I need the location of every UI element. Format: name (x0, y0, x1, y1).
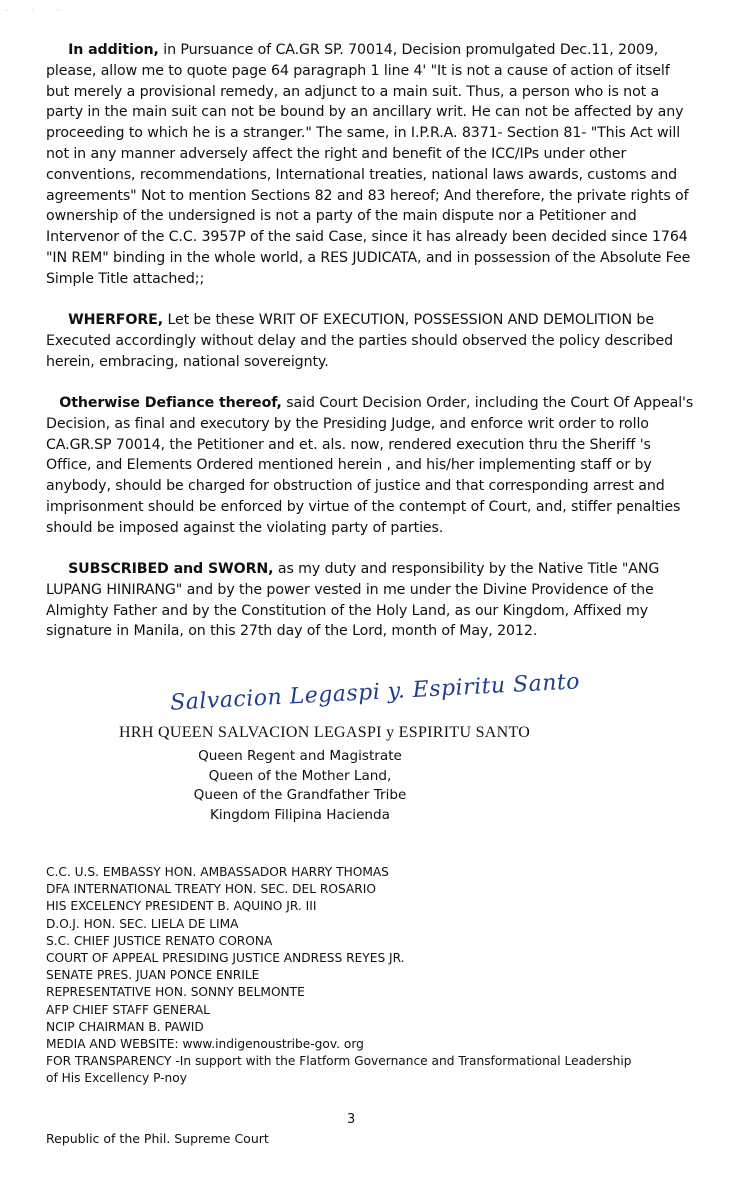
cc-list-item: of His Excellency P-noy (46, 1071, 187, 1086)
cc-list-item: S.C. CHIEF JUSTICE RENATO CORONA (46, 933, 273, 948)
signatory-titles (150, 747, 450, 825)
cc-list-item: FOR TRANSPARENCY -In support with the Flatform Governance and Transformational Leadership (46, 1054, 632, 1069)
paragraph-body: in Pursuance of CA.GR SP. 70014, Decision promulgated Dec.11, 2009, please, allow me to quote page 64 paragraph 1 line 4' "It is not a cause of action of itself but merely a provisional remedy, an adjunct to a main suit. Thus, a person who is not a party in the main suit can not be bound by an ancillary writ. He can not be affected by any proceeding to which he is a stranger." The same, in I.P.R.A. 8371- Section 81- "This Act will not in any manner adversely affect the right and benefit of the ICC/IPs under other conventions, recommendations, International treaties, national laws awards, customs and agreements" Not to mention Sections 82 and 83 hereof; And therefore, the private rights of ownership of the undersigned is not a party of the main dispute nor a Petitioner and Intervenor of the C.C. 3957P of the said Case, since it has already been decided since 1764 "IN REM" binding in the whole world, a RES JUDICATA, and in possession of the Absolute Fee Simple Title attached;; (46, 42, 691, 287)
signatory-name: HRH QUEEN SALVACION LEGASPI y ESPIRITU SANTO (119, 724, 531, 741)
paragraph-body: as my duty and responsibility by the Native Title "ANG LUPANG HINIRANG" and by the power vested in me under the Divine Providence of the Almighty Father and by the Constitution of the Holy Land, as our Kingdom, Affixed my signature in Manila, on this 27th day of the Lord, month of May, 2012. (46, 561, 660, 640)
cc-list-item: HIS EXCELENCY PRESIDENT B. AQUINO JR. III (46, 899, 317, 914)
paragraph-lead: WHERFORE, (68, 312, 164, 328)
cc-list-item: NCIP CHAIRMAN B. PAWID (46, 1019, 204, 1034)
page-number: 3 (347, 1112, 356, 1127)
paragraph-body: said Court Decision Order, including the Court Of Appeal's Decision, as final and executory by the Presiding Judge, and enforce writ order to rollo CA.GR.SP 70014, the Petitioner and et. als. now, rendered execution thru the Sheriff 's Office, and Elements Ordered mentioned herein , and his/her implementing staff or by anybody, should be charged for obstruction of justice and that corresponding arrest and imprisonment should be enforced by virtue of the contempt of Court, and, stiffer penalties should be imposed against the violating party of parties. (46, 395, 694, 536)
signatory-title-line: Queen of the Mother Land, (208, 767, 392, 784)
paragraph-in-addition (46, 40, 696, 290)
paragraph-lead: In addition, (68, 42, 159, 58)
signatory-title-line: Queen Regent and Magistrate (198, 748, 402, 764)
handwritten-signature: Salvacion Legaspi y. Espiritu Santo (169, 669, 581, 716)
paragraph-lead: SUBSCRIBED and SWORN, (68, 561, 274, 577)
paragraph-lead: Otherwise Defiance thereof, (59, 395, 282, 411)
scan-specks: · · · (5, 6, 70, 16)
page-footer: Republic of the Phil. Supreme Court (46, 1131, 269, 1146)
cc-list-item: SENATE PRES. JUAN PONCE ENRILE (46, 968, 260, 983)
cc-list-item: REPRESENTATIVE HON. SONNY BELMONTE (46, 985, 305, 1000)
cc-distribution-list (46, 864, 706, 1088)
cc-list-item: COURT OF APPEAL PRESIDING JUSTICE ANDRESS REYES JR. (46, 951, 405, 966)
signatory-title-line: Kingdom Filipina Hacienda (209, 806, 391, 823)
cc-list-item: DFA INTERNATIONAL TREATY HON. SEC. DEL ROSARIO (46, 882, 376, 897)
cc-list-item: D.O.J. HON. SEC. LIELA DE LIMA (46, 916, 239, 931)
paragraph-otherwise (46, 393, 696, 539)
paragraph-subscribed (46, 559, 696, 642)
cc-list-item: MEDIA AND WEBSITE: www.indigenoustribe-gov. org (46, 1037, 364, 1052)
cc-list-item: AFP CHIEF STAFF GENERAL (46, 1002, 210, 1017)
cc-list-item: C.C. U.S. EMBASSY HON. AMBASSADOR HARRY THOMAS (46, 865, 389, 879)
paragraph-wherefore (46, 310, 696, 372)
paragraph-body: Let be these WRIT OF EXECUTION, POSSESSION AND DEMOLITION be Executed accordingly without delay and the parties should observed the policy described herein, embracing, national sovereignty. (46, 312, 673, 370)
signatory-title-line: Queen of the Grandfather Tribe (193, 787, 407, 803)
